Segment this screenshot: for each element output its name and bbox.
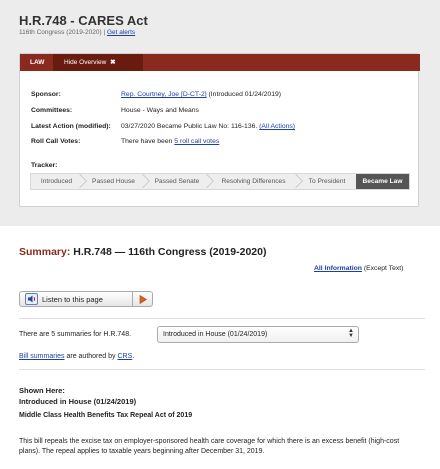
select-arrows-icon: ▲ ▼ [348,328,354,339]
bill-overview-section [0,0,440,226]
hide-overview-label: Hide Overview [64,59,107,66]
tracker-step-passed-senate: Passed Senate [145,174,209,189]
committees-label: Committees: [31,107,73,114]
listen-button[interactable] [19,291,153,307]
get-alerts-link[interactable]: Get alerts [106,29,136,36]
act-title: Middle Class Health Benefits Tax Repeal Act of 2019 [19,412,193,419]
tracker-step-to-president: To President [308,178,346,185]
authored-by-text: are authored by [66,353,116,360]
speaker-icon [25,293,38,305]
divider [19,369,425,370]
all-information-link[interactable]: All Information [314,265,362,272]
summary-heading-title: H.R.748 — 116th Congress (2019-2020) [73,246,267,258]
all-information-suffix: (Except Text) [363,265,404,272]
tracker-step-passed-house: Passed House [82,174,145,189]
bill-title: H.R.748 - CARES Act [19,13,148,28]
tracker-step-introduced: Introduced [31,174,82,189]
roll-call-label: Roll Call Votes: [31,138,81,145]
close-icon: ✖ [110,59,116,66]
sponsor-intro-date: (Introduced 01/24/2019) [208,91,282,98]
tracker-step-resolving-differences: Resolving Differences [209,174,298,189]
latest-action-text: 03/27/2020 Became Public Law No: 116-136. [121,123,258,130]
roll-call-link[interactable]: 5 roll call votes [174,138,220,145]
tracker-label: Tracker: [31,162,58,169]
sponsor-link[interactable]: Rep. Courtney, Joe [D-CT-2] [121,91,207,98]
bill-subtitle [19,29,135,36]
roll-call-prefix: There have been [121,138,173,145]
crs-link[interactable]: CRS [117,353,133,360]
listen-label: Listen to this page [42,294,103,304]
latest-action-value [121,123,295,130]
summary-version-select[interactable] [157,326,359,343]
bill-summaries-link[interactable]: Bill summaries [19,353,65,360]
shown-here-label: Shown Here: [19,386,65,395]
tracker-step-became-law: Became Law [356,174,409,189]
latest-action-label: Latest Action (modified): [31,123,111,130]
authored-note [19,353,134,360]
summaries-count: There are 5 summaries for H.R.748. [19,331,132,338]
congress-label: 116th Congress (2019-2020) [19,29,102,36]
hide-overview-button[interactable] [53,54,143,71]
overview-card [19,53,419,207]
law-tab[interactable]: LAW [30,59,45,66]
committees-value: House - Ways and Means [121,107,199,114]
sponsor-label: Sponsor: [31,91,61,98]
authored-period: . [132,353,135,360]
divider [19,318,425,319]
summary-heading [19,246,266,258]
status-tracker [30,173,410,190]
summary-version-heading: Introduced in House (01/24/2019) [19,397,137,406]
summary-heading-prefix: Summary: [19,246,71,258]
all-actions-link[interactable]: (All Actions) [259,123,296,130]
roll-call-value [121,138,219,145]
play-icon[interactable] [132,292,152,306]
card-tab-bar [20,54,420,71]
separator: | [103,29,106,36]
sponsor-value [121,91,281,98]
summary-body: This bill repeals the excise tax on employer-sponsored health care coverage for which there is an excess benefit (high-cost plans). The repeal applies to taxable years beginning after December 31, 2019. [19,438,400,455]
summary-version-value: Introduced in House (01/24/2019) [163,331,268,338]
all-information [314,265,403,272]
